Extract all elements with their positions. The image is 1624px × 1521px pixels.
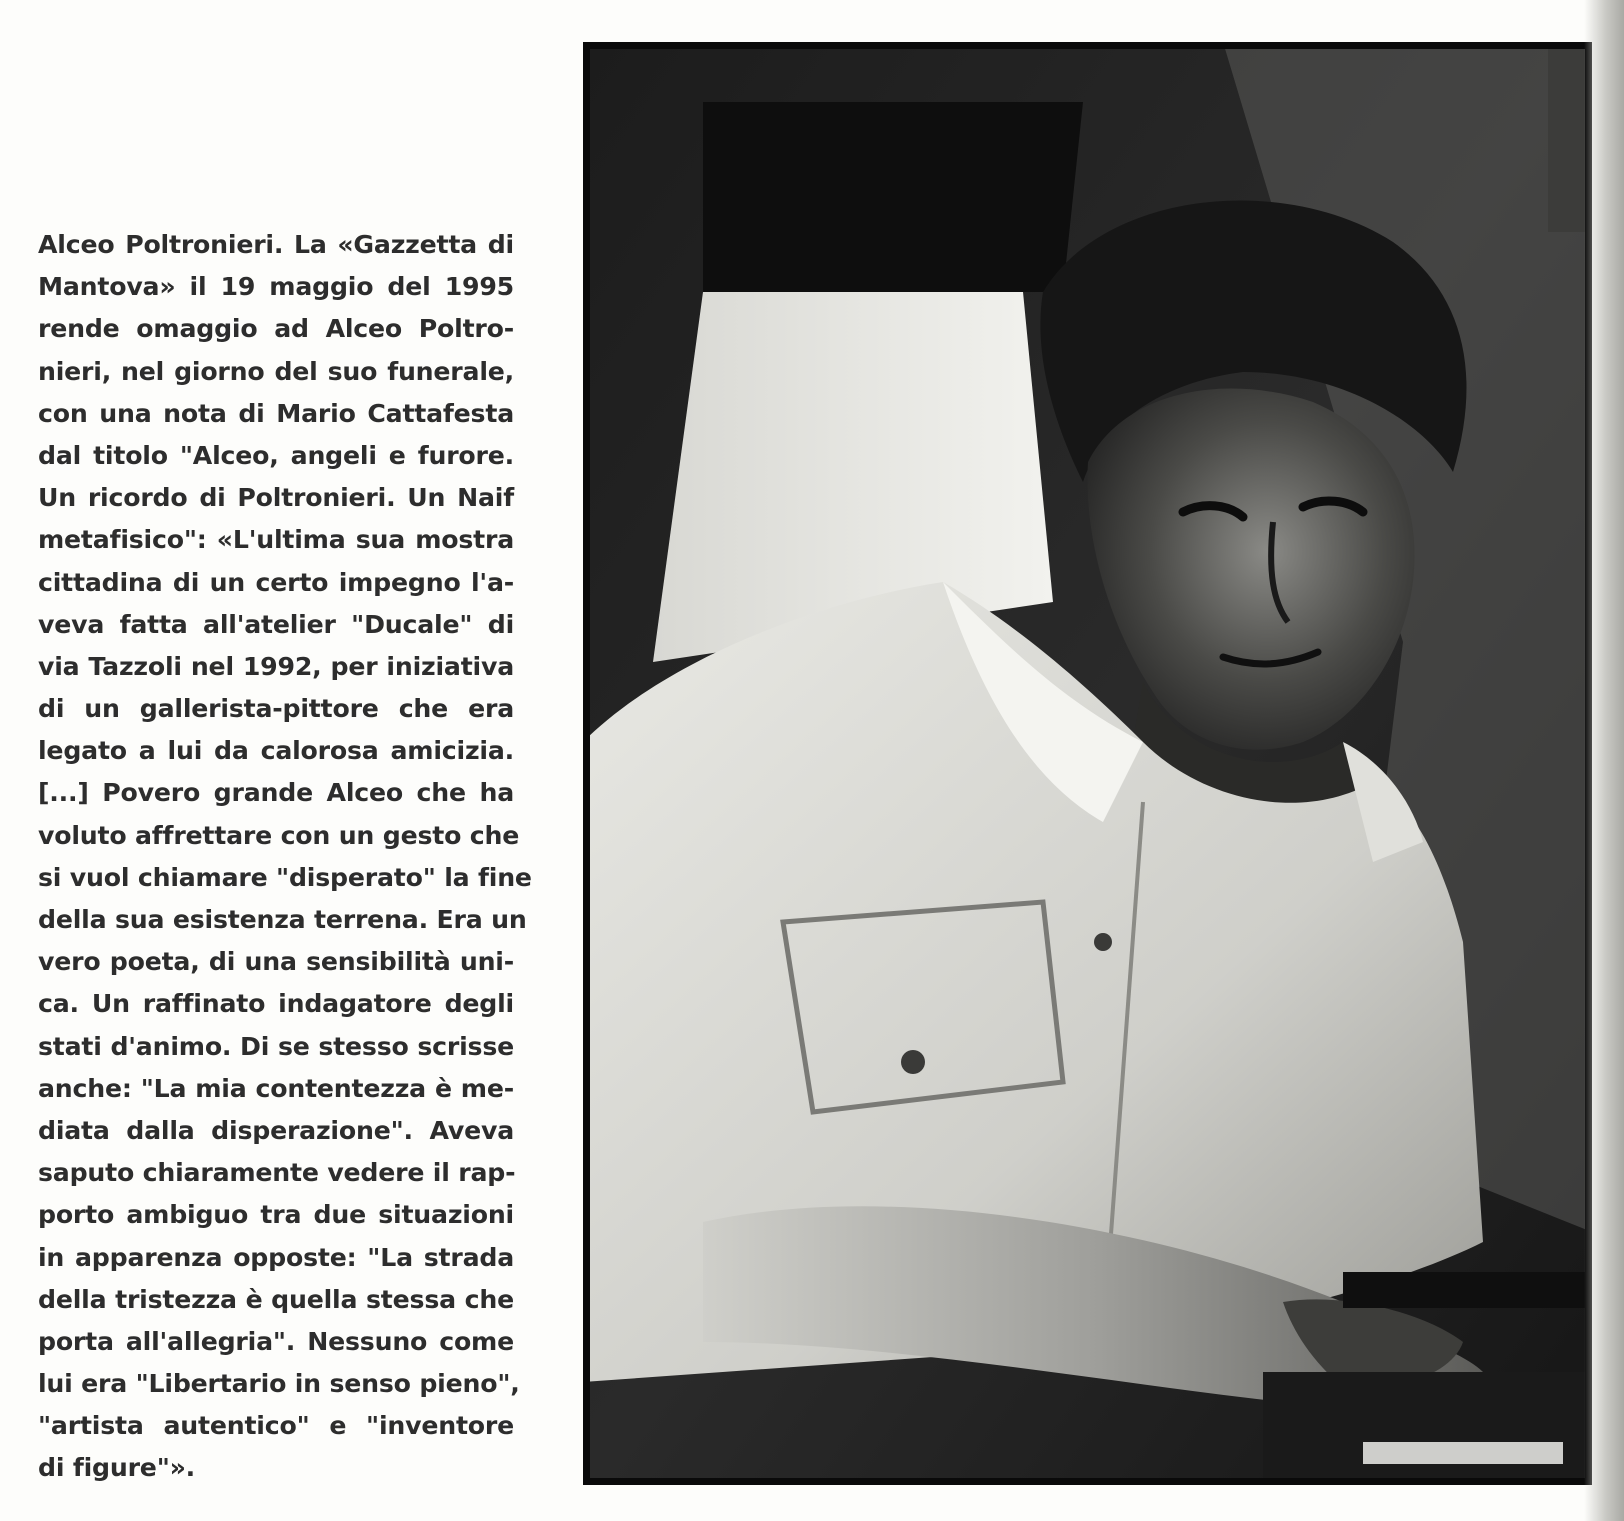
shirt-button (901, 1050, 925, 1074)
table-highlight (1363, 1442, 1563, 1464)
caption-line: nieri, nel giorno del suo funerale, (38, 356, 514, 386)
caption-line: veva fatta all'atelier "Ducale" di (38, 609, 514, 639)
caption-line: "artista autentico" e "inventore (38, 1411, 514, 1441)
caption-line: cittadina di un certo impegno l'a- (38, 567, 514, 597)
caption-line: ca. Un raffinato indagatore degli (38, 989, 514, 1019)
caption-line: stati d'animo. Di se stesso scrisse (38, 1031, 514, 1061)
portrait-photo (583, 42, 1592, 1485)
caption-line: voluto affrettare con un gesto che (38, 820, 520, 850)
caption-line: di figure"». (38, 1453, 196, 1483)
caption-line: con una nota di Mario Cattafesta (38, 398, 514, 428)
caption-line: anche: "La mia contentezza è me- (38, 1073, 514, 1103)
caption-line: metafisico": «L'ultima sua mostra (38, 525, 514, 555)
caption-line: porto ambiguo tra due situazioni (38, 1200, 514, 1230)
caption-line: della tristezza è quella stessa che (38, 1284, 514, 1314)
table-surface (1263, 1372, 1592, 1485)
caption-line: via Tazzoli nel 1992, per iniziativa (38, 651, 514, 681)
background-shadow-panel (703, 102, 1083, 292)
caption-line: [...] Povero grande Alceo che ha (38, 778, 514, 808)
caption-line: della sua esistenza terrena. Era un (38, 905, 527, 934)
caption-line: in apparenza opposte: "La strada (38, 1242, 514, 1272)
caption-line: legato a lui da calorosa amicizia. (38, 736, 514, 766)
caption-line: Un ricordo di Poltronieri. Un Naif (38, 483, 514, 513)
caption-line: Alceo Poltronieri. La «Gazzetta di (38, 230, 514, 259)
caption-line: porta all'allegria". Nessuno come (38, 1326, 514, 1356)
caption-line: Mantova» il 19 maggio del 1995 (38, 272, 514, 302)
caption-line: vero poeta, di una sensibilità uni- (38, 947, 514, 977)
table-edge (1343, 1272, 1592, 1308)
caption-line: diata dalla disperazione". Aveva (38, 1115, 514, 1145)
caption-line: lui era "Libertario in senso pieno", (38, 1369, 520, 1399)
shirt-button (1094, 933, 1112, 951)
page-edge-shadow (1584, 0, 1624, 1521)
caption-line: rende omaggio ad Alceo Poltro- (38, 314, 514, 344)
caption-line: dal titolo "Alceo, angeli e furore. (38, 440, 514, 470)
photo-caption (38, 224, 532, 1490)
caption-line: di un gallerista-pittore che era (38, 694, 514, 724)
caption-line: saputo chiaramente vedere il rap- (38, 1158, 516, 1188)
caption-line: si vuol chiamare "disperato" la fine (38, 862, 532, 892)
